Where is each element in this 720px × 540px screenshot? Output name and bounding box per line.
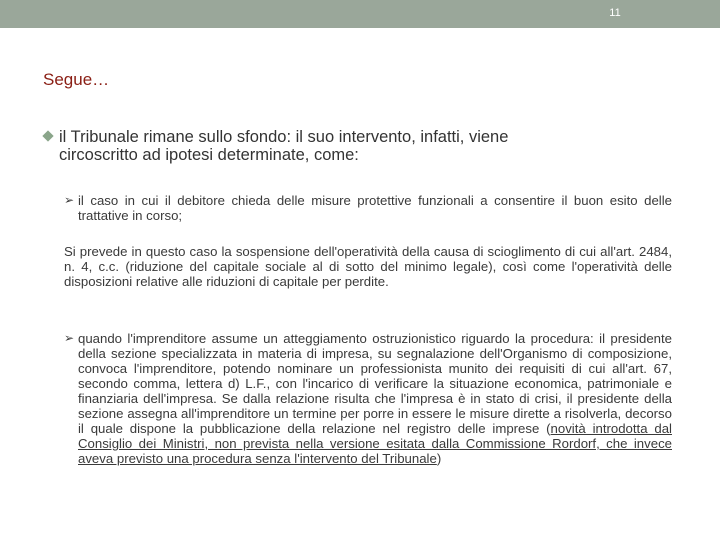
sub-bullet-2-body: quando l'imprenditore assume un atteggiamento ostruzionistico riguardo la procedura: il presidente della sezione specializzata in materia di impresa, su segnalazione dell'Organismo di composizione, convoca l'imprenditore, potendo nominare un professionista munito dei requisiti di cui all'art. 67, secondo comma, lettera d) L.F., con l'incarico di verificare la situazione economica, patrimoniale e finanziaria dell'impresa. Se dalla relazione risulta che l'impresa è in stato di crisi, il presidente della sezione assegna all'imprenditore un termine per porre in essere le misure dirette a risolverla, decorso il quale dispone la pubblicazione della relazione nel registro delle imprese ( bbox=[78, 331, 672, 436]
sub-bullet-1 bbox=[64, 193, 672, 223]
arrow-bullet-icon: ➢ bbox=[64, 193, 75, 207]
main-bullet bbox=[43, 128, 671, 164]
diamond-bullet-icon bbox=[43, 131, 53, 141]
arrow-bullet-icon: ➢ bbox=[64, 331, 75, 345]
sub-bullet-2 bbox=[64, 331, 672, 466]
main-bullet-line1: il Tribunale rimane sullo sfondo: il suo intervento, infatti, viene bbox=[59, 128, 509, 146]
paragraph: Si prevede in questo caso la sospensione dell'operatività della causa di scioglimento di cui all'art. 2484, n. 4, c.c. (riduzione del capitale sociale al di sotto del minimo legale), così come l'operatività delle disposizioni relative alle riduzioni di capitale per perdite. bbox=[64, 244, 672, 289]
sub-bullet-1-text: il caso in cui il debitore chieda delle misure protettive funzionali a consentire il buon esito delle trattative in corso; bbox=[78, 193, 672, 223]
slide-title: Segue… bbox=[43, 70, 110, 89]
closing-paren: ) bbox=[436, 451, 442, 466]
underlined-note: novità introdotta dal Consiglio dei Ministri, non prevista nella versione esitata dalla Commissione Rordorf, che invece aveva previsto una procedura senza l'intervento del Tribunale bbox=[78, 421, 672, 466]
main-bullet-line2: circoscritto ad ipotesi determinate, come: bbox=[59, 146, 359, 164]
slide-number: 11 bbox=[609, 7, 621, 19]
sub-bullet-2-text bbox=[64, 331, 672, 466]
